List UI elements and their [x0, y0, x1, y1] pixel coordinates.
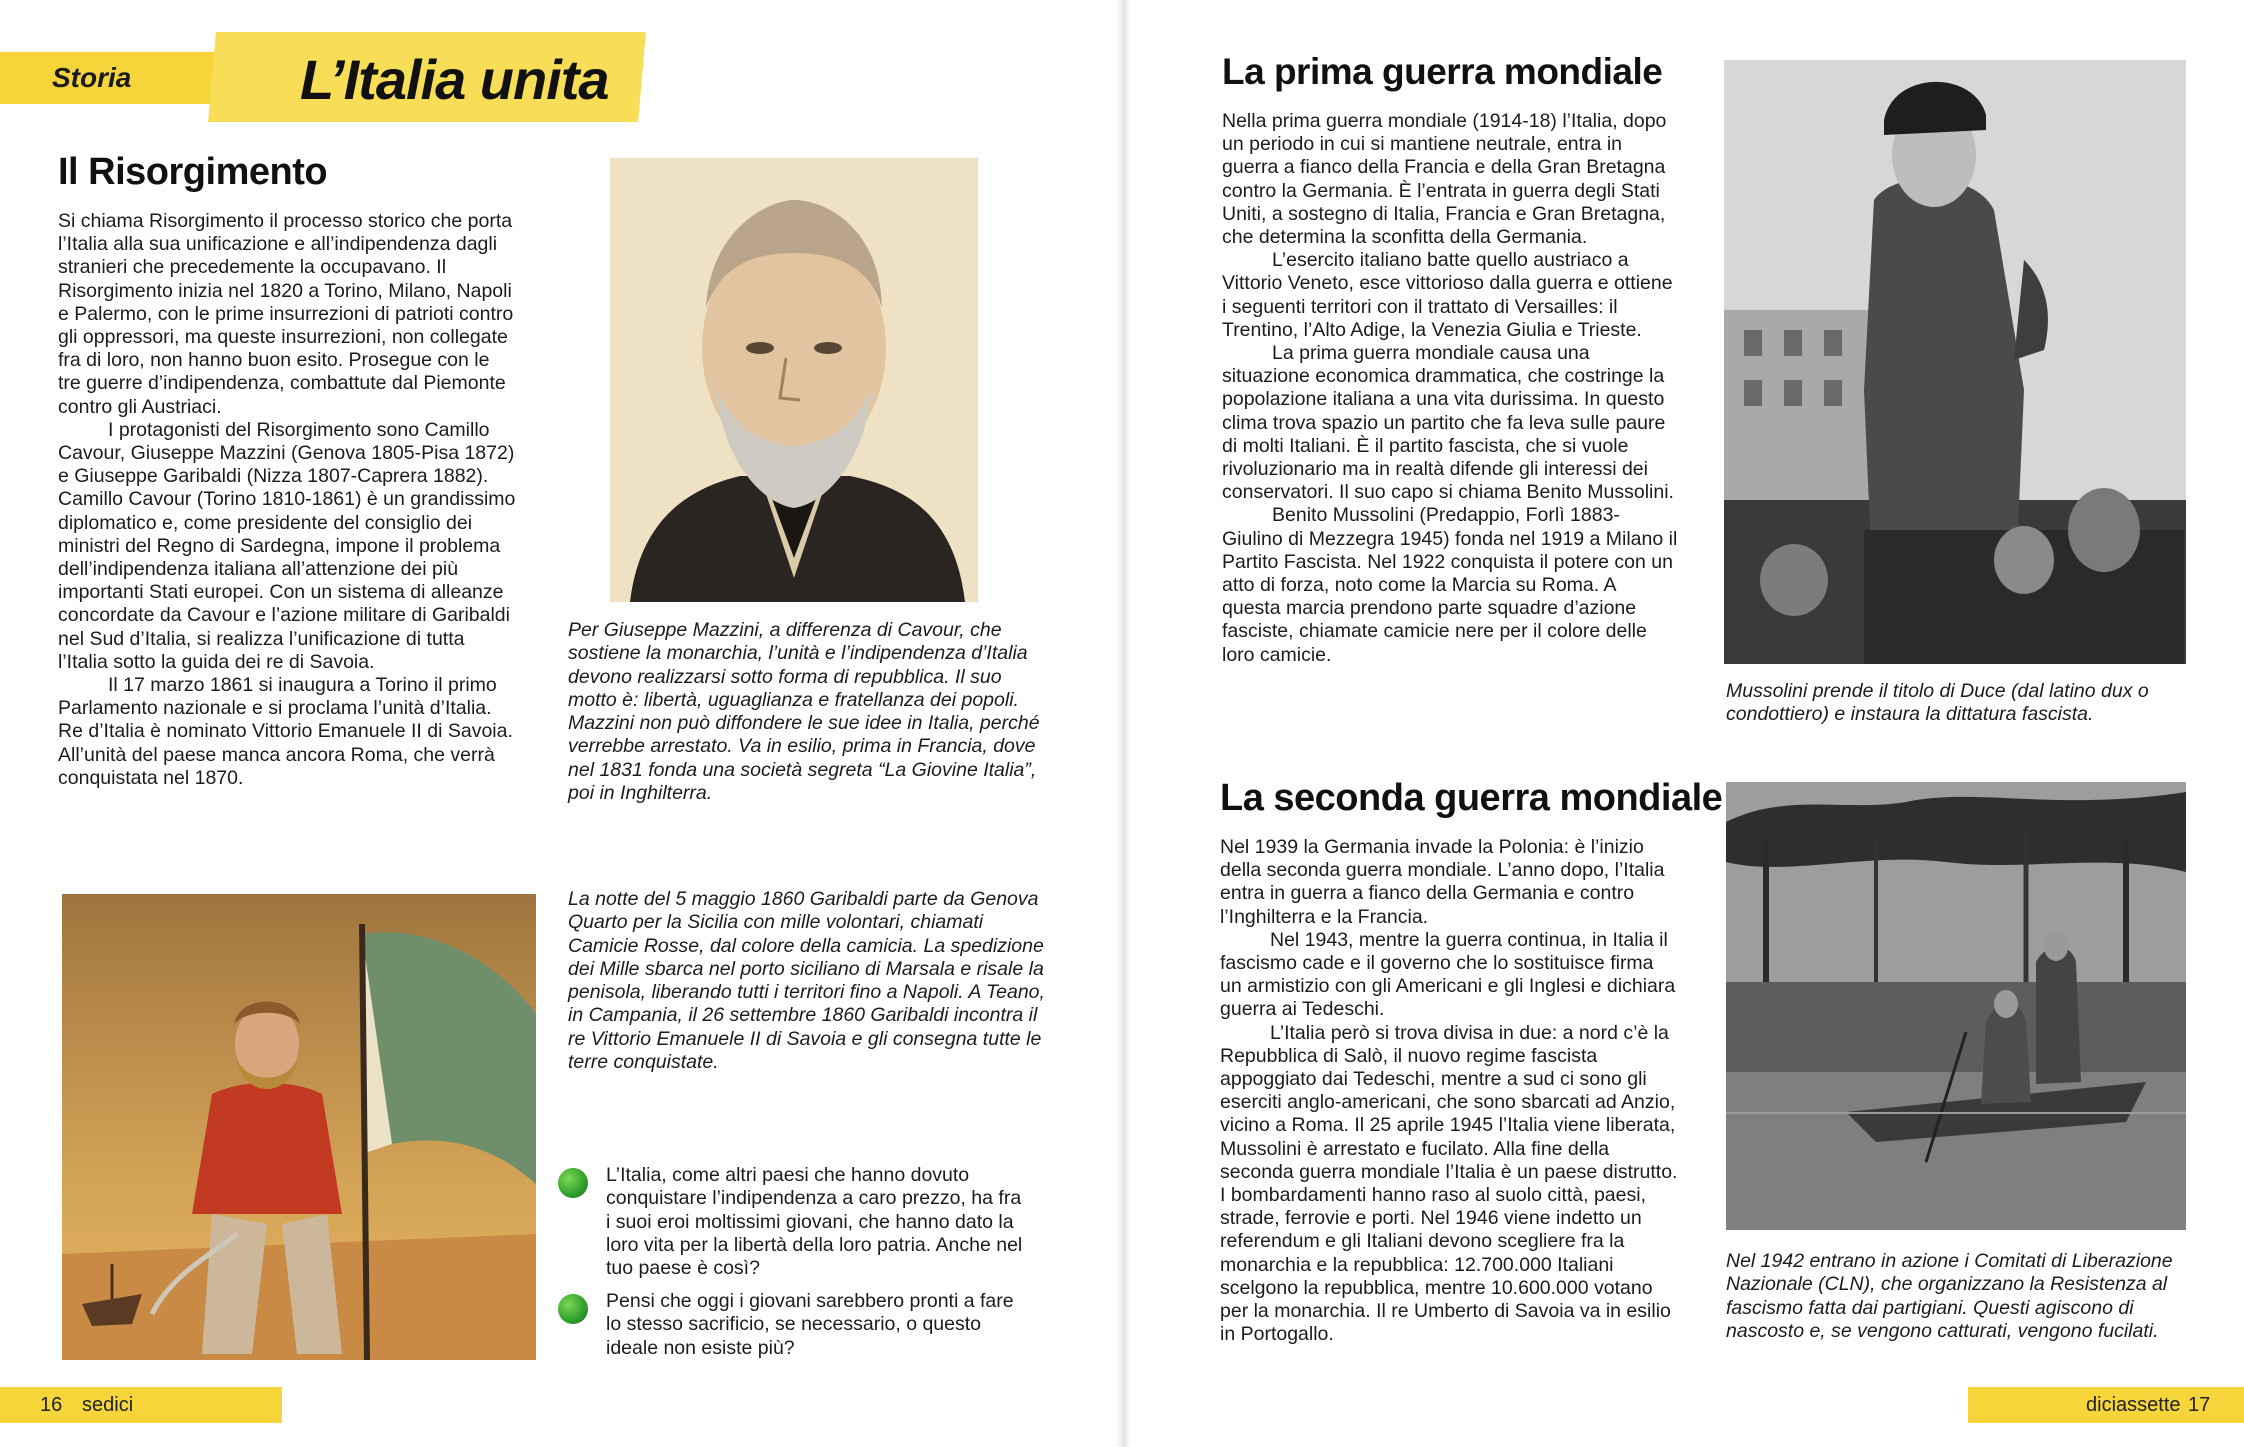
- prima-guerra-text: [1222, 110, 1678, 667]
- garibaldi-painting: [62, 894, 536, 1360]
- question-text: Pensi che oggi i giovani sarebbero pronti a fare lo stesso sacrificio, se necessario, o questo ideale non esiste più?: [606, 1290, 1014, 1359]
- question-item: [558, 1164, 1048, 1280]
- garibaldi-caption: La notte del 5 maggio 1860 Garibaldi parte da Genova Quarto per la Sicilia con mille volontari, chiamati Camicie Rosse, dal colore della camicia. La spedizione dei Mille sbarca nel porto siciliano di Marsala e risale la penisola, liberando tutti i territori fino a Napoli. A Teano, in Campania, il 26 settembre 1860 Garibaldi incontra il re Vittorio Emanuele II di Savoia e gli consegna tutte le terre conquistate.: [568, 888, 1045, 1074]
- mussolini-caption: Mussolini prende il titolo di Duce (dal latino dux o condottiero) e instaura la dittatura fascista.: [1726, 680, 2149, 726]
- paragraph: Il 17 marzo 1861 si inaugura a Torino il primo Parlamento nazionale e si proclama l’unità d’Italia. Re d’Italia è nominato Vittorio Emanuele II di Savoia. All’unità del paese manca ancora Roma, che verrà conquistata nel 1870.: [58, 674, 513, 789]
- paragraph: Benito Mussolini (Predappio, Forlì 1883-Giulino di Mezzegra 1945) fonda nel 1919 a Milano il Partito Fascista. Nel 1922 conquista il potere con un atto di forza, noto come la Marcia su Roma. A questa marcia prendono parte squadre d’azione fasciste, chiamate camicie nere per il colore delle loro camicie.: [1222, 504, 1678, 666]
- paragraph: I protagonisti del Risorgimento sono Camillo Cavour, Giuseppe Mazzini (Genova 1805-Pisa 1872) e Giuseppe Garibaldi (Nizza 1807-Caprera 1882). Camillo Cavour (Torino 1810-1861) è un grandissimo diplomatico e, come presidente del consiglio dei ministri del Regno di Sardegna, impone il problema dell’indipendenza italiana all’attenzione dei più importanti Stati europei. Con un sistema di alleanze concordate da Cavour e l’azione militare di Garibaldi nel Sud d’Italia, si realizza l’unificazione di tutta l’Italia sotto la guida dei re di Savoia.: [58, 418, 516, 673]
- partisans-photo: [1726, 782, 2186, 1230]
- green-bullet-icon: [558, 1294, 588, 1324]
- seconda-guerra-text: [1220, 836, 1680, 1346]
- page-number-left: 16: [40, 1394, 63, 1416]
- question-item: [558, 1290, 1048, 1362]
- question-text: L’Italia, come altri paesi che hanno dovuto conquistare l’indipendenza a caro prezzo, ha fra i suoi eroi moltissimi giovani, che hanno dato la loro vita per la libertà della loro patria. Anche nel tuo paese è così?: [606, 1164, 1023, 1280]
- cln-caption: Nel 1942 entrano in azione i Comitati di Liberazione Nazionale (CLN), che organizzano la Resistenza al fascismo fatta dai partigiani. Questi agiscono di nascosto e, se vengono catturati, vengono fucilati.: [1726, 1250, 2173, 1342]
- heading-prima-guerra: La prima guerra mondiale: [1222, 51, 1663, 92]
- page-title: L’Italia unita: [300, 48, 609, 111]
- paragraph: Nel 1939 la Germania invade la Polonia: è l’inizio della seconda guerra mondiale. L’anno dopo, l’Italia entra in guerra a fianco della Germania e contro l’Inghilterra e la Francia.: [1220, 836, 1665, 928]
- heading-risorgimento: Il Risorgimento: [58, 151, 328, 193]
- risorgimento-text: [58, 210, 516, 790]
- section-tag: Storia: [0, 52, 272, 104]
- page-gutter: [1115, 0, 1131, 1447]
- mazzini-portrait: [610, 158, 978, 602]
- paragraph: La prima guerra mondiale causa una situazione economica drammatica, che costringe la popolazione italiana a una vita durissima. In questo clima trova spazio un partito che fa leva sulle paure di molti Italiani. È il partito fascista, che si vuole rivoluzionario ma in realtà difende gli interessi dei conservatori. Il suo capo si chiama Benito Mussolini.: [1222, 342, 1674, 504]
- mussolini-photo: [1724, 60, 2186, 664]
- paragraph: L’esercito italiano batte quello austriaco a Vittorio Veneto, esce vittorioso dalla guerra e ottiene i seguenti territori con il trattato di Versailles: il Trentino, l’Alto Adige, la Venezia Giulia e Trieste.: [1222, 249, 1673, 341]
- paragraph: Nel 1943, mentre la guerra continua, in Italia il fascismo cade e il governo che lo sostituisce firma un armistizio con gli Americani e gli Inglesi e dichiara guerra ai Tedeschi.: [1220, 928, 1676, 1021]
- heading-seconda-guerra: La seconda guerra mondiale: [1220, 777, 1723, 819]
- mazzini-caption: Per Giuseppe Mazzini, a differenza di Cavour, che sostiene la monarchia, l’unità e l’indipendenza d’Italia devono realizzarsi sotto forma di repubblica. Il suo motto è: libertà, uguaglianza e fratellanza dei popoli. Mazzini non può diffondere le sue idee in Italia, perché verrebbe arrestato. Va in esilio, prima in Francia, dove nel 1831 fonda una società segreta “La Giovine Italia”, poi in Inghilterra.: [568, 619, 1040, 805]
- page-word-left: sedici: [82, 1394, 134, 1416]
- green-bullet-icon: [558, 1168, 588, 1198]
- paragraph: L’Italia però si trova divisa in due: a nord c’è la Repubblica di Salò, il nuovo regime fascista appoggiato dai Tedeschi, mentre a sud ci sono gli eserciti anglo-americani, che sono sbarcati ad Anzio, vicino a Roma. Il 25 aprile 1945 l’Italia viene liberata, Mussolini è arrestato e fucilato. Alla fine della seconda guerra mondiale l’Italia è un paese distrutto. I bombardamenti hanno raso al suolo città, paesi, strade, ferrovie e porti. Nel 1946 viene indetto un referendum e gli Italiani devono scegliere fra la monarchia e la repubblica: 12.700.000 Italiani scelgono la repubblica, mentre 10.600.000 votano per la monarchia. Il re Umberto di Savoia va in esilio in Portogallo.: [1220, 1021, 1678, 1346]
- page-number-right: 17: [2188, 1394, 2211, 1416]
- page-word-right: diciassette: [2086, 1394, 2181, 1416]
- paragraph: Nella prima guerra mondiale (1914-18) l’Italia, dopo un periodo in cui si mantiene neutrale, entra in guerra a fianco della Francia e della Gran Bretagna contro la Germania. È l’entrata in guerra degli Stati Uniti, a sostegno di Italia, Francia e Gran Bretagna, che determina la sconfitta della Germania.: [1222, 110, 1667, 249]
- paragraph: Si chiama Risorgimento il processo storico che porta l’Italia alla sua unificazione e all’indipendenza dagli stranieri che precedemente la occupavano. Il Risorgimento inizia nel 1820 a Torino, Milano, Napoli e Palermo, con le prime insurrezioni di patrioti contro gli oppressori, ma queste insurrezioni, non collegate fra di loro, non hanno buon esito. Prosegue con le tre guerre d’indipendenza, combattute dal Piemonte contro gli Austriaci.: [58, 210, 514, 418]
